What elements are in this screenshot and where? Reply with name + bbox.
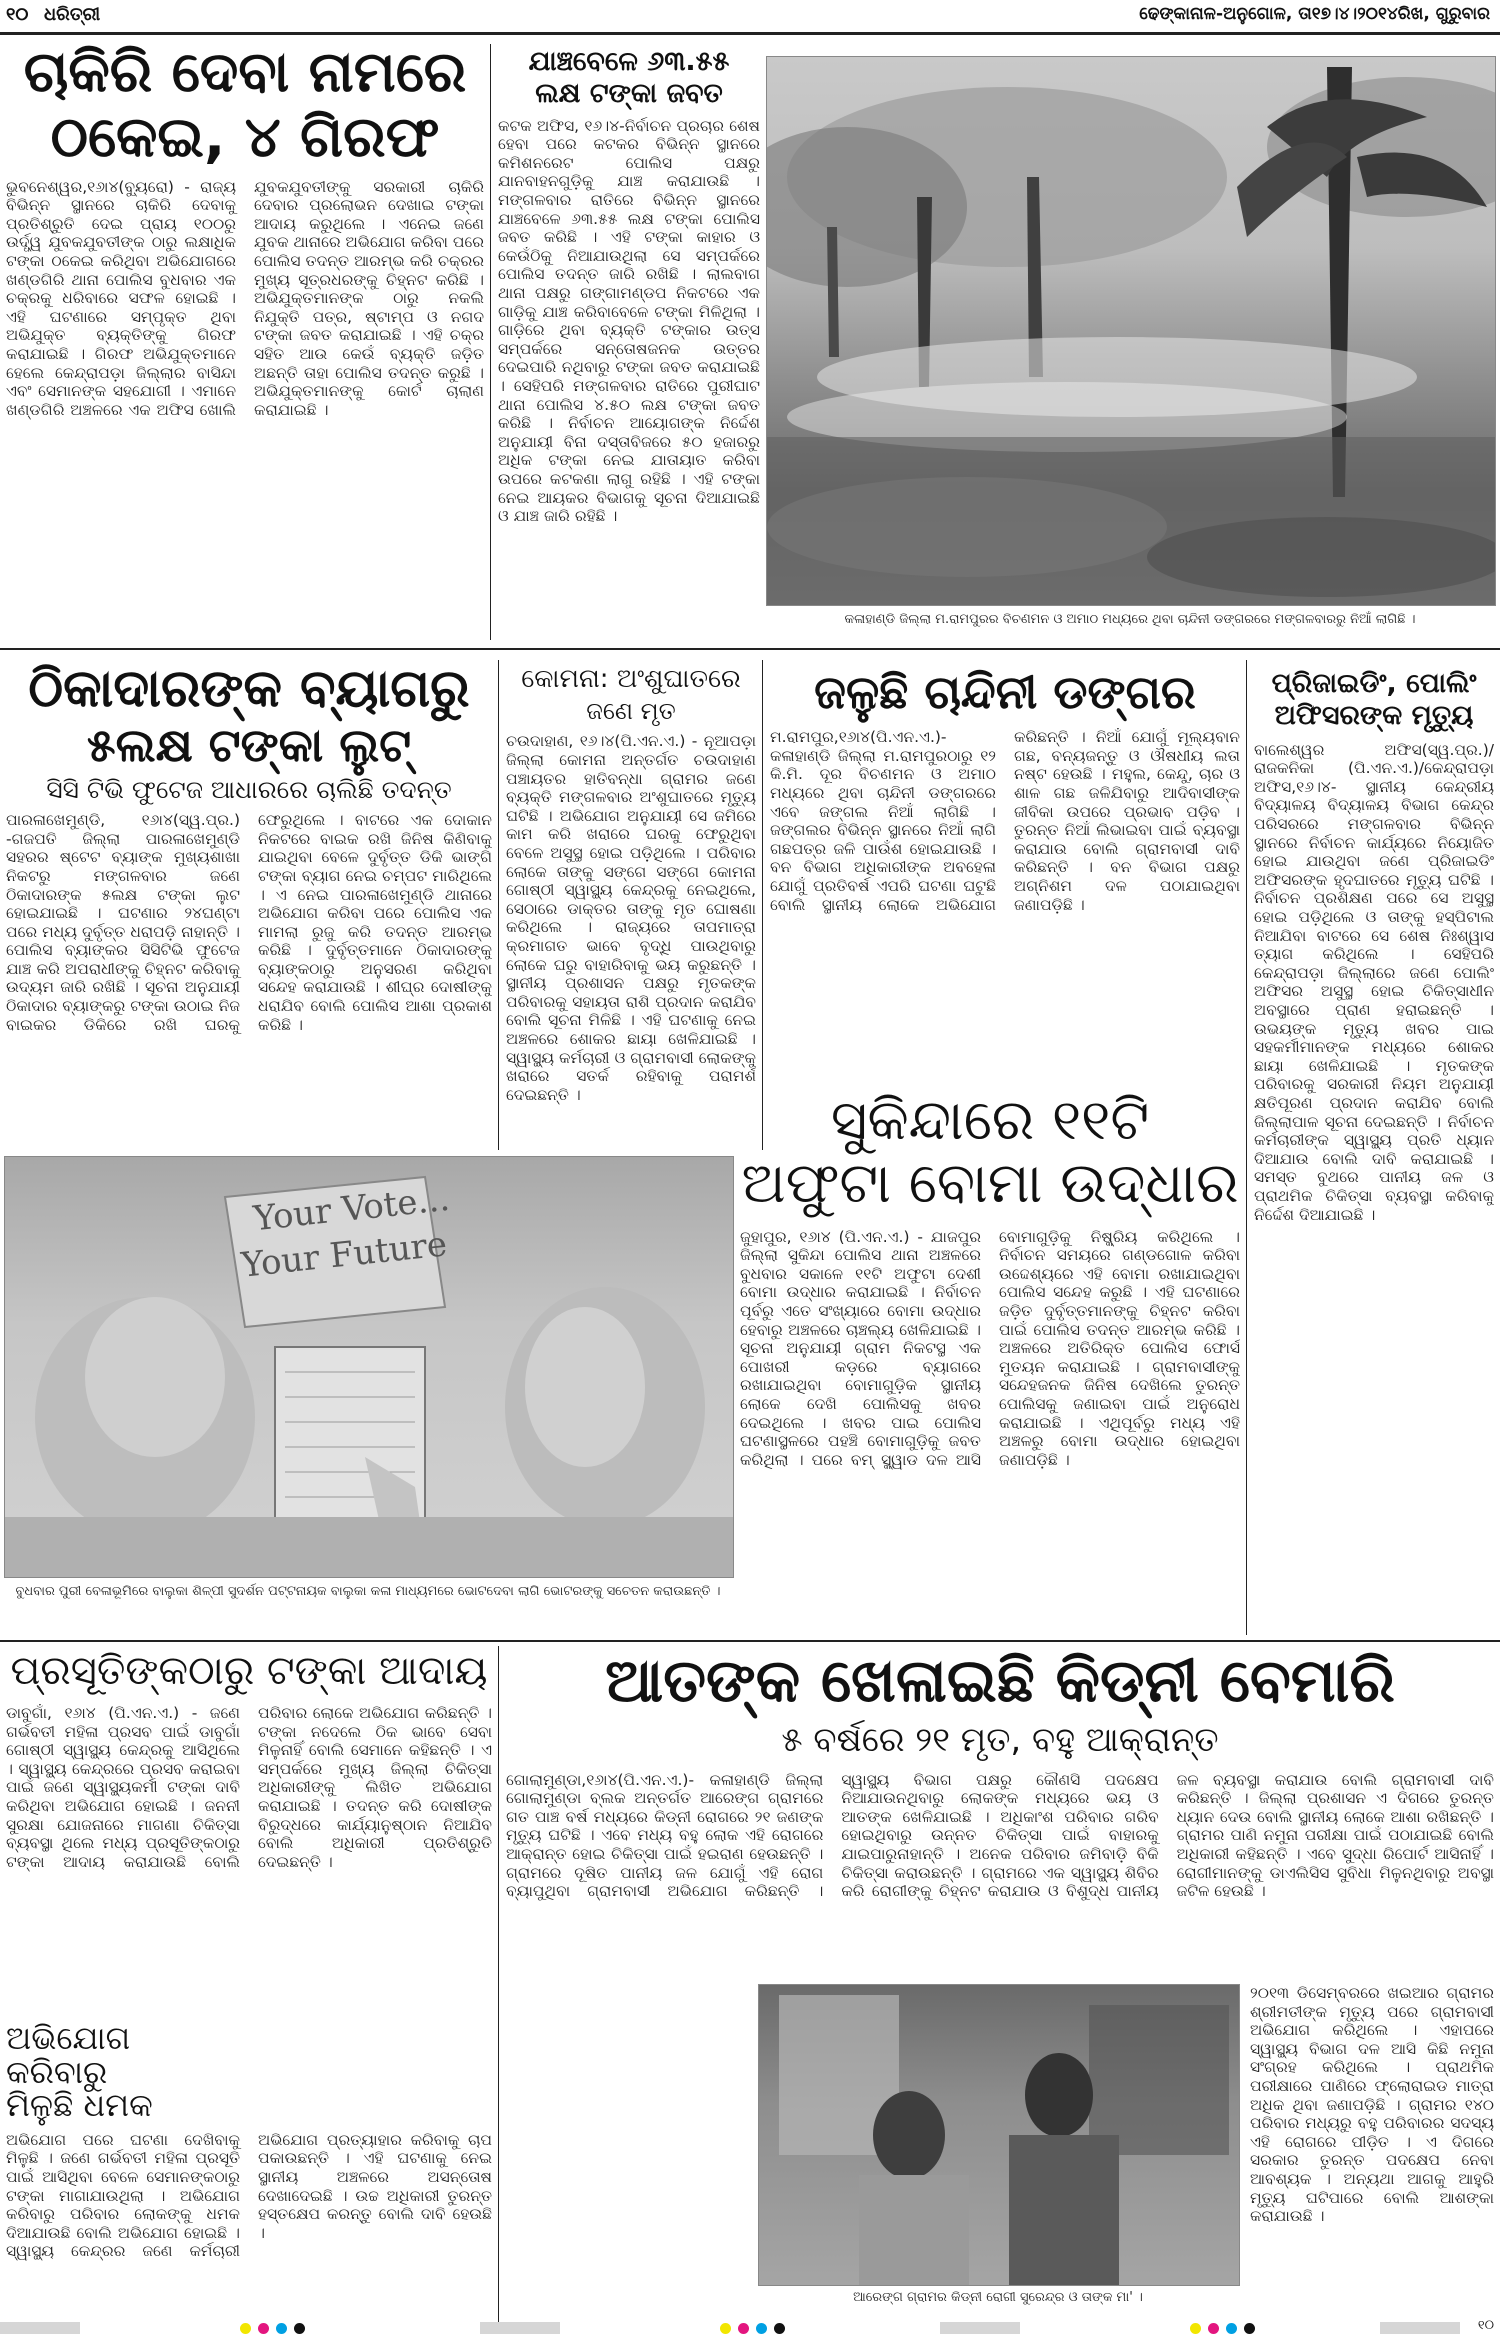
story-maternity-bribe [6, 1650, 492, 2310]
sand-art-caption: ବୁଧବାର ପୁରୀ ବେଳାଭୂମିରେ ବାଲୁକା ଶିଳ୍ପୀ ସୁଦର୍ଶନ ପଟ୍ଟନାୟକ ବାଲୁକା କଳା ମାଧ୍ୟମରେ ଭୋଟଦେବା ଲାଗି ଭୋଟରଙ୍କୁ ସଚେତନ କରାଉଛନ୍ତି । [15, 1584, 721, 1599]
officers-headline-2: ଅଫିସରଙ୍କ ମୃତ୍ୟୁ [1274, 700, 1474, 732]
reg-dot-black-3 [1244, 2323, 1255, 2334]
reg-dot-magenta-1 [258, 2323, 269, 2334]
reg-dot-cyan-3 [1226, 2323, 1237, 2334]
story-komna [506, 666, 756, 1146]
forest-fire-photo [766, 56, 1496, 606]
story-job-fraud [6, 40, 484, 644]
row-rule-2 [0, 1640, 1500, 1642]
maternity-subhead-1: ଅଭିଯୋଗ କରିବାରୁ [6, 2019, 131, 2091]
maternity-body-2: ଅଭିଯୋଗ ପରେ ଘଟଣା ଦେଖିବାକୁ ମିଳୁଛି । ଜଣେ ଗର୍ଭବତୀ ମହିଳା ପ୍ରସୂତି ପାଇଁ ଆସିଥିବା ବେଳେ ସେମାନଙ୍କଠାରୁ ଟଙ୍କା ମାଗାଯାଉଥିଲା । ଅଭିଯୋଗ କରିବାରୁ ପରିବାର ଲୋକଙ୍କୁ ଧମକ ଦିଆଯାଉଛି ବୋଲି ଅଭିଯୋଗ ହୋଇଛି । ସ୍ୱାସ୍ଥ୍ୟ କେନ୍ଦ୍ରର ଜଣେ କର୍ମଚାରୀ ଅଭିଯୋଗ ପ୍ରତ୍ୟାହାର କରିବାକୁ ଚାପ ପକାଉଛନ୍ତି । ଏହି ଘଟଣାକୁ ନେଇ ସ୍ଥାନୀୟ ଅଞ୍ଚଳରେ ଅସନ୍ତୋଷ ଦେଖାଦେଇଛି । ଉଚ୍ଚ ଅଧିକାରୀ ତୁରନ୍ତ ହସ୍ତକ୍ଷେପ କରନ୍ତୁ ବୋଲି ଦାବି ହେଉଛି । [6, 2130, 492, 2261]
footer-bar-1 [0, 2322, 80, 2334]
komna-body: ଚଉଦାହାଣ, ୧୬।୪(ପି.ଏନ.ଏ.) - ନୂଆପଡ଼ା ଜିଲ୍ଲା କୋମନା ଅନ୍ତର୍ଗତ ଚଉଦାହାଣ ପଞ୍ଚାୟତର ହାତିବନ୍ଧା ଗ୍ରାମର ଜଣେ ବ୍ୟକ୍ତି ମଙ୍ଗଳବାର ଅଂଶୁଘାତରେ ମୃତ୍ୟୁ ଘଟିଛି । ଅଭିଯୋଗ ଅନୁଯାୟୀ ସେ ଜମିରେ କାମ କରି ଖରାରେ ଘରକୁ ଫେରୁଥିବା ବେଳେ ଅସୁସ୍ଥ ହୋଇ ପଡ଼ିଥିଲେ । ପରିବାର ଲୋକେ ତାଙ୍କୁ ସଙ୍ଗେ ସଙ୍ଗେ କୋମନା ଗୋଷ୍ଠୀ ସ୍ୱାସ୍ଥ୍ୟ କେନ୍ଦ୍ରକୁ ନେଇଥିଲେ, ସେଠାରେ ଡାକ୍ତର ତାଙ୍କୁ ମୃତ ଘୋଷଣା କରିଥିଲେ । ରାଜ୍ୟରେ ତାପମାତ୍ରା କ୍ରମାଗତ ଭାବେ ବୃଦ୍ଧି ପାଉଥିବାରୁ ଲୋକେ ଘରୁ ବାହାରିବାକୁ ଭୟ କରୁଛନ୍ତି । ସ୍ଥାନୀୟ ପ୍ରଶାସନ ପକ୍ଷରୁ ମୃତକଙ୍କ ପରିବାରକୁ ସହାୟତା ରାଶି ପ୍ରଦାନ କରାଯିବ ବୋଲି ସୂଚନା ମିଳିଛି । ଏହି ଘଟଣାକୁ ନେଇ ଅଞ୍ଚଳରେ ଶୋକର ଛାୟା ଖେଳିଯାଇଛି । ସ୍ୱାସ୍ଥ୍ୟ କର୍ମଚାରୀ ଓ ଗ୍ରାମବାସୀ ଲୋକଙ୍କୁ ଖରାରେ ସତର୍କ ରହିବାକୁ ପରାମର୍ଶ ଦେଇଛନ୍ତି । [506, 732, 756, 1104]
maternity-subhead-2: ମିଳୁଛି ଧମକ [6, 2086, 153, 2125]
sukinda-headline-1: ସୁକିନ୍ଦାରେ ୧୧ଟି [830, 1088, 1150, 1153]
kidney-photo-illustration [759, 1985, 1239, 2285]
chandini-body: ମ.ରାମପୁର,୧୬ା୪(ପି.ଏନ.ଏ.)-କଳାହାଣ୍ଡି ଜିଲ୍ଲା ମ.ରାମପୁରଠାରୁ ୧୨ କି.ମି. ଦୂର ବିଚଣମନ ଓ ଅମାଠ ମଧ୍ୟରେ ଥିବା ଚାନ୍ଦିନୀ ଡଙ୍ଗରରେ ଏବେ ଜଙ୍ଗଲ ନିଆଁ ଲାଗିଛି । ଜଙ୍ଗଲର ବିଭିନ୍ନ ସ୍ଥାନରେ ନିଆଁ ଲାଗି ଗଛପତ୍ର ଜଳି ପାଉଁଶ ହୋଇଯାଉଛି । ବନ ବିଭାଗ ଅଧିକାରୀଙ୍କ ଅବହେଳା ଯୋଗୁଁ ପ୍ରତିବର୍ଷ ଏପରି ଘଟଣା ଘଟୁଛି ବୋଲି ସ୍ଥାନୀୟ ଲୋକେ ଅଭିଯୋଗ କରିଛନ୍ତି । ନିଆଁ ଯୋଗୁଁ ମୂଲ୍ୟବାନ ଗଛ, ବନ୍ୟଜନ୍ତୁ ଓ ଔଷଧୀୟ ଲତା ନଷ୍ଟ ହେଉଛି । ମହୁଲ, କେନ୍ଦୁ, ଚାର ଓ ଶାଳ ଗଛ ଜଳିଯିବାରୁ ଆଦିବାସୀଙ୍କ ଜୀବିକା ଉପରେ ପ୍ରଭାବ ପଡ଼ିବ । ତୁରନ୍ତ ନିଆଁ ଲିଭାଇବା ପାଇଁ ବ୍ୟବସ୍ଥା କରାଯାଉ ବୋଲି ଗ୍ରାମବାସୀ ଦାବି କରିଛନ୍ତି । ବନ ବିଭାଗ ପକ୍ଷରୁ ଅଗ୍ନିଶମ ଦଳ ପଠାଯାଇଥିବା ଜଣାପଡ଼ିଛି । [770, 728, 1240, 914]
komna-headline-2: ଜଣେ ମୃତ [586, 697, 676, 726]
sand-art-photo [4, 1156, 734, 1578]
seizure-headline-1: ଯାଞ୍ଚବେଳେ ୬୩.୫୫ [528, 46, 730, 77]
paper-name: ଧରିତ୍ରୀ [44, 4, 101, 25]
story-officers-death [1254, 670, 1494, 1630]
footer-bar-3 [940, 2322, 1020, 2334]
cctv-subhead: ସିସି ଟିଭି ଫୁଟେଜ ଆଧାରରେ ଚାଲିଛି ତଦନ୍ତ [46, 774, 452, 804]
forest-scene-illustration [767, 57, 1495, 605]
kidney-patients-photo [758, 1984, 1240, 2286]
story-sukinda-bombs [740, 1088, 1240, 1632]
job-fraud-headline-2: ଠକେଇ, ୪ ଗିରଫ [50, 104, 440, 170]
footer-bar-2 [480, 2322, 560, 2334]
kidney-photo-caption: ଆରେଙ୍ଗ ଗ୍ରାମର କିଡ୍ନୀ ରୋଗୀ ସୁରେନ୍ଦ୍ର ଓ ତାଙ୍କ ମା' । [853, 2290, 1143, 2305]
komna-headline-1: କୋମନା: ଅଂଶୁଘାତରେ [521, 664, 741, 694]
sand-art-slogan-1: Your Vote... [251, 1178, 452, 1240]
masthead-rule [0, 32, 1500, 35]
kidney-body: ଗୋଲାମୁଣ୍ଡା,୧୬ା୪(ପି.ଏନ.ଏ.)- କଳାହାଣ୍ଡି ଜିଲ୍ଲା ଗୋଲାମୁଣ୍ଡା ବ୍ଲକ ଅନ୍ତର୍ଗତ ଆରେଙ୍ଗ ଗ୍ରାମରେ ଗତ ପାଞ୍ଚ ବର୍ଷ ମଧ୍ୟରେ କିଡ୍ନୀ ରୋଗରେ ୨୧ ଜଣଙ୍କ ମୃତ୍ୟୁ ଘଟିଛି । ଏବେ ମଧ୍ୟ ବହୁ ଲୋକ ଏହି ରୋଗରେ ଆକ୍ରାନ୍ତ ହୋଇ ଚିକିତ୍ସା ପାଇଁ ହଇରାଣ ହେଉଛନ୍ତି । ଗ୍ରାମରେ ଦୂଷିତ ପାନୀୟ ଜଳ ଯୋଗୁଁ ଏହି ରୋଗ ବ୍ୟାପୁଥିବା ଗ୍ରାମବାସୀ ଅଭିଯୋଗ କରିଛନ୍ତି । ସ୍ୱାସ୍ଥ୍ୟ ବିଭାଗ ପକ୍ଷରୁ କୌଣସି ପଦକ୍ଷେପ ନିଆଯାଉନଥିବାରୁ ଲୋକଙ୍କ ମଧ୍ୟରେ ଭୟ ଓ ଆତଙ୍କ ଖେଳିଯାଇଛି । ଅଧିକାଂଶ ପରିବାର ଗରିବ ହୋଇଥିବାରୁ ଉନ୍ନତ ଚିକିତ୍ସା ପାଇଁ ବାହାରକୁ ଯାଇପାରୁନାହାନ୍ତି । ଅନେକ ପରିବାର ଜମିବାଡ଼ି ବିକି ଚିକିତ୍ସା କରାଉଛନ୍ତି । ଗ୍ରାମରେ ଏକ ସ୍ୱାସ୍ଥ୍ୟ ଶିବିର କରି ରୋଗୀଙ୍କୁ ଚିହ୍ନଟ କରାଯାଉ ଓ ବିଶୁଦ୍ଧ ପାନୀୟ ଜଳ ବ୍ୟବସ୍ଥା କରାଯାଉ ବୋଲି ଗ୍ରାମବାସୀ ଦାବି କରିଛନ୍ତି । ଜିଲ୍ଲା ପ୍ରଶାସନ ଏ ଦିଗରେ ତୁରନ୍ତ ଧ୍ୟାନ ଦେଉ ବୋଲି ସ୍ଥାନୀୟ ଲୋକେ ଆଶା ରଖିଛନ୍ତି । ଗ୍ରାମର ପାଣି ନମୁନା ପରୀକ୍ଷା ପାଇଁ ପଠାଯାଇଛି ବୋଲି ଅଧିକାରୀ କହିଛନ୍ତି । ଏବେ ସୁଦ୍ଧା ରିପୋର୍ଟ ଆସିନାହିଁ । ରୋଗୀମାନଙ୍କୁ ଡାଏଲିସିସ ସୁବିଧା ମିଳୁନଥିବାରୁ ଅବସ୍ଥା ଜଟିଳ ହେଉଛି । [506, 1770, 1494, 1901]
forest-fire-caption: କଳାହାଣ୍ଡି ଜିଲ୍ଲା ମ.ରାମପୁରର ବିଚଣମନ ଓ ଅମାଠ ମଧ୍ୟରେ ଥିବା ଚାନ୍ଦିନୀ ଡଙ୍ଗରରେ ମଙ୍ଗଳବାରରୁ ନିଆଁ ଲାଗିଛି । [844, 612, 1416, 627]
maternity-body: ଡାବୁଗାଁ, ୧୬ା୪ (ପି.ଏନ.ଏ.) - ଜଣେ ଗର୍ଭବତୀ ମହିଳା ପ୍ରସବ ପାଇଁ ଡାବୁଗାଁ ଗୋଷ୍ଠୀ ସ୍ୱାସ୍ଥ୍ୟ କେନ୍ଦ୍ରକୁ ଆସିଥିଲେ । ସ୍ୱାସ୍ଥ୍ୟ କେନ୍ଦ୍ରରେ ପ୍ରସବ କରାଇବା ପାଇଁ ଜଣେ ସ୍ୱାସ୍ଥ୍ୟକର୍ମୀ ଟଙ୍କା ଦାବି କରିଥିବା ଅଭିଯୋଗ ହୋଇଛି । ଜନନୀ ସୁରକ୍ଷା ଯୋଜନାରେ ମାଗଣା ଚିକିତ୍ସା ବ୍ୟବସ୍ଥା ଥିଲେ ମଧ୍ୟ ପ୍ରସୂତିଙ୍କଠାରୁ ଟଙ୍କା ଆଦାୟ କରାଯାଉଛି ବୋଲି ପରିବାର ଲୋକେ ଅଭିଯୋଗ କରିଛନ୍ତି । ଟଙ୍କା ନଦେଲେ ଠିକ ଭାବେ ସେବା ମିଳୁନାହିଁ ବୋଲି ସେମାନେ କହିଛନ୍ତି । ଏ ସମ୍ପର୍କରେ ମୁଖ୍ୟ ଜିଲ୍ଲା ଚିକିତ୍ସା ଅଧିକାରୀଙ୍କୁ ଲିଖିତ ଅଭିଯୋଗ କରାଯାଇଛି । ତଦନ୍ତ କରି ଦୋଷୀଙ୍କ ବିରୁଦ୍ଧରେ କାର୍ଯ୍ୟାନୁଷ୍ଠାନ ନିଆଯିବ ବୋଲି ଅଧିକାରୀ ପ୍ରତିଶ୍ରୁତି ଦେଇଛନ୍ତି । [6, 1704, 492, 1871]
seizure-headline-2: ଲକ୍ଷ ଟଙ୍କା ଜବତ [535, 78, 723, 110]
footer [0, 2318, 1500, 2338]
row-rule-1 [0, 648, 1500, 650]
officers-body: ବାଲେଶ୍ୱର ଅଫିସ(ସ୍ୱ.ପ୍ର.)/ରାଜକନିକା (ପି.ଏନ.ଏ.)/କେନ୍ଦ୍ରାପଡ଼ା ଅଫିସ,୧୬।୪- ସ୍ଥାନୀୟ କେନ୍ଦ୍ରୀୟ ବିଦ୍ୟାଳୟ ବିଦ୍ୟାଳୟ ବିଭାଗ କେନ୍ଦ୍ର ପରିସରରେ ମଙ୍ଗଳବାର ବିଭିନ୍ନ ସ୍ଥାନରେ ନିର୍ବାଚନ କାର୍ଯ୍ୟରେ ନିୟୋଜିତ ହୋଇ ଯାଉଥିବା ଜଣେ ପ୍ରିଜାଇଡିଂ ଅଫିସରଙ୍କ ହୃଦଘାତରେ ମୃତ୍ୟୁ ଘଟିଛି । ନିର୍ବାଚନ ପ୍ରଶିକ୍ଷଣ ପରେ ସେ ଅସୁସ୍ଥ ହୋଇ ପଡ଼ିଥିଲେ ଓ ତାଙ୍କୁ ହସ୍ପିଟାଲ ନିଆଯିବା ବାଟରେ ସେ ଶେଷ ନିଃଶ୍ୱାସ ତ୍ୟାଗ କରିଥିଲେ । ସେହିପରି କେନ୍ଦ୍ରାପଡ଼ା ଜିଲ୍ଲାରେ ଜଣେ ପୋଲିଂ ଅଫିସର ଅସୁସ୍ଥ ହୋଇ ଚିକିତ୍ସାଧୀନ ଅବସ୍ଥାରେ ପ୍ରାଣ ହରାଇଛନ୍ତି । ଉଭୟଙ୍କ ମୃତ୍ୟୁ ଖବର ପାଇ ସହକର୍ମୀମାନଙ୍କ ମଧ୍ୟରେ ଶୋକର ଛାୟା ଖେଳିଯାଇଛି । ମୃତକଙ୍କ ପରିବାରକୁ ସରକାରୀ ନିୟମ ଅନୁଯାୟୀ କ୍ଷତିପୂରଣ ପ୍ରଦାନ କରାଯିବ ବୋଲି ଜିଲ୍ଲାପାଳ ସୂଚନା ଦେଇଛନ୍ତି । ନିର୍ବାଚନ କର୍ମଚାରୀଙ୍କ ସ୍ୱାସ୍ଥ୍ୟ ପ୍ରତି ଧ୍ୟାନ ଦିଆଯାଉ ବୋଲି ଦାବି କରାଯାଇଛି । ସମସ୍ତ ବୁଥରେ ପାନୀୟ ଜଳ ଓ ପ୍ରାଥମିକ ଚିକିତ୍ସା ବ୍ୟବସ୍ଥା କରିବାକୁ ନିର୍ଦ୍ଦେଶ ଦିଆଯାଇଛି । [1254, 740, 1494, 1224]
col-rule-2 [498, 660, 499, 1150]
sukinda-headline-2: ଅଫୁଟା ବୋମା ଉଦ୍ଧାର [741, 1150, 1239, 1216]
sukinda-body: ଜୁହାପୁର, ୧୬ା୪ (ପି.ଏନ.ଏ.) - ଯାଜପୁର ଜିଲ୍ଲା ସୁକିନ୍ଦା ପୋଲିସ ଥାନା ଅଞ୍ଚଳରେ ବୁଧବାର ସକାଳେ ୧୧ଟି ଅଫୁଟା ଦେଶୀ ବୋମା ଉଦ୍ଧାର କରାଯାଇଛି । ନିର୍ବାଚନ ପୂର୍ବରୁ ଏତେ ସଂଖ୍ୟାରେ ବୋମା ଉଦ୍ଧାର ହେବାରୁ ଅଞ୍ଚଳରେ ଚାଞ୍ଚଲ୍ୟ ଖେଳିଯାଇଛି । ସୂଚନା ଅନୁଯାୟୀ ଗ୍ରାମ ନିକଟସ୍ଥ ଏକ ପୋଖରୀ କଡ଼ରେ ବ୍ୟାଗରେ ରଖାଯାଇଥିବା ବୋମାଗୁଡ଼ିକ ସ୍ଥାନୀୟ ଲୋକେ ଦେଖି ପୋଲିସକୁ ଖବର ଦେଇଥିଲେ । ଖବର ପାଇ ପୋଲିସ ଘଟଣାସ୍ଥଳରେ ପହଞ୍ଚି ବୋମାଗୁଡ଼ିକୁ ଜବତ କରିଥିଲା । ପରେ ବମ୍ ସ୍କ୍ୱାଡ ଦଳ ଆସି ବୋମାଗୁଡ଼ିକୁ ନିଷ୍କ୍ରିୟ କରିଥିଲେ । ନିର୍ବାଚନ ସମୟରେ ଗଣ୍ଡଗୋଳ କରିବା ଉଦ୍ଦେଶ୍ୟରେ ଏହି ବୋମା ରଖାଯାଇଥିବା ପୋଲିସ ସନ୍ଦେହ କରୁଛି । ଏହି ଘଟଣାରେ ଜଡ଼ିତ ଦୁର୍ବୃତ୍ତମାନଙ୍କୁ ଚିହ୍ନଟ କରିବା ପାଇଁ ପୋଲିସ ତଦନ୍ତ ଆରମ୍ଭ କରିଛି । ଅଞ୍ଚଳରେ ଅତିରିକ୍ତ ପୋଲିସ ଫୋର୍ସ ମୁତୟନ କରାଯାଇଛି । ଗ୍ରାମବାସୀଙ୍କୁ ସନ୍ଦେହଜନକ ଜିନିଷ ଦେଖିଲେ ତୁରନ୍ତ ପୋଲିସକୁ ଜଣାଇବା ପାଇଁ ଅନୁରୋଧ କରାଯାଇଛି । ଏଥିପୂର୍ବରୁ ମଧ୍ୟ ଏହି ଅଞ୍ଚଳରୁ ବୋମା ଉଦ୍ଧାର ହୋଇଥିବା ଜଣାପଡ଼ିଛି । [740, 1227, 1240, 1469]
cctv-headline-1: ଠିକାଦାରଙ୍କ ବ୍ୟାଗରୁ [28, 659, 470, 719]
kidney-subhead: ୫ ବର୍ଷରେ ୨୧ ମୃତ, ବହୁ ଆକ୍ରାନ୍ତ [781, 1720, 1219, 1760]
edition-date: ଢେଙ୍କାନାଳ-ଅନୁଗୋଳ, ତା୧୭।୪।୨୦୧୪ରିଖ, ଗୁରୁବାର [1139, 4, 1490, 24]
col-rule-4 [1246, 660, 1247, 1635]
kidney-headline: ଆତଙ୍କ ଖେଳାଇଛି କିଡ୍ନୀ ବେମାରି [605, 1646, 1395, 1716]
col-rule-5 [498, 1646, 499, 2322]
chandini-headline: ଜଳୁଛି ଚାନ୍ଦିନୀ ଡଙ୍ଗର [814, 665, 1196, 719]
reg-dot-yellow-1 [240, 2323, 251, 2334]
sand-art-slogan-2: Your Future [239, 1224, 449, 1286]
col-rule-1 [490, 44, 491, 640]
reg-dot-magenta-3 [1208, 2323, 1219, 2334]
story-cctv-loot [6, 659, 492, 1150]
job-fraud-headline-1: ଚାକିରି ଦେବା ନାମରେ [23, 40, 467, 105]
job-fraud-body: ଭୁବନେଶ୍ୱର,୧୬ା୪(ବ୍ୟୁରୋ) - ରାଜ୍ୟ ବିଭିନ୍ନ ସ୍ଥାନରେ ଚାକିରି ଦେବାକୁ ପ୍ରତିଶ୍ରୁତି ଦେଇ ପ୍ରାୟ ୧୦୦ରୁ ଉର୍ଦ୍ଧ୍ୱ ଯୁବକଯୁବତୀଙ୍କ ଠାରୁ ଲକ୍ଷାଧିକ ଟଙ୍କା ଠକେଇ କରିଥିବା ଅଭିଯୋଗରେ ଖଣ୍ଡଗିରି ଥାନା ପୋଲିସ ବୁଧବାର ଏକ ଚକ୍ରକୁ ଧରିବାରେ ସଫଳ ହୋଇଛି । ଏହି ଘଟଣାରେ ସମ୍ପୃକ୍ତ ଥିବା ଅଭିଯୁକ୍ତ ବ୍ୟକ୍ତିଙ୍କୁ ଗିରଫ କରାଯାଇଛି । ଗିରଫ ଅଭିଯୁକ୍ତମାନେ ହେଲେ କେନ୍ଦ୍ରାପଡ଼ା ଜିଲ୍ଲାର ବାସିନ୍ଦା ଏବଂ ସେମାନଙ୍କ ସହଯୋଗୀ । ଏମାନେ ଖଣ୍ଡଗିରି ଅଞ୍ଚଳରେ ଏକ ଅଫିସ ଖୋଲି ଯୁବକଯୁବତୀଙ୍କୁ ସରକାରୀ ଚାକିରି ଦେବାର ପ୍ରଲୋଭନ ଦେଖାଇ ଟଙ୍କା ଆଦାୟ କରୁଥିଲେ । ଏନେଇ ଜଣେ ଯୁବକ ଥାନାରେ ଅଭିଯୋଗ କରିବା ପରେ ପୋଲିସ ତଦନ୍ତ ଆରମ୍ଭ କରି ଚକ୍ରର ମୁଖ୍ୟ ସୂତ୍ରଧରଙ୍କୁ ଚିହ୍ନଟ କରିଛି । ଅଭିଯୁକ୍ତମାନଙ୍କ ଠାରୁ ନକଲି ନିଯୁକ୍ତି ପତ୍ର, ଷ୍ଟାମ୍ପ ଓ ନଗଦ ଟଙ୍କା ଜବତ କରାଯାଇଛି । ଏହି ଚକ୍ର ସହିତ ଆଉ କେଉଁ ବ୍ୟକ୍ତି ଜଡ଼ିତ ଅଛନ୍ତି ତାହା ପୋଲିସ ତଦନ୍ତ କରୁଛି । ଅଭିଯୁକ୍ତମାନଙ୍କୁ କୋର୍ଟ ଚାଲାଣ କରାଯାଇଛି । [6, 177, 484, 419]
reg-dot-yellow-3 [1190, 2323, 1201, 2334]
cctv-body: ପାରଳାଖେମୁଣ୍ଡି, ୧୬ା୪(ସ୍ୱ.ପ୍ର.) -ଗଜପତି ଜିଲ୍ଲା ପାରଳାଖେମୁଣ୍ଡି ସହରର ଷ୍ଟେଟ ବ୍ୟାଙ୍କ ମୁଖ୍ୟଶାଖା ନିକଟରୁ ମଙ୍ଗଳବାର ଜଣେ ଠିକାଦାରଙ୍କ ୫ଲକ୍ଷ ଟଙ୍କା ଲୁଟ ହୋଇଯାଇଛି । ଘଟଣାର ୨୪ଘଣ୍ଟା ପରେ ମଧ୍ୟ ଦୁର୍ବୃତ୍ତ ଧରାପଡ଼ି ନାହାନ୍ତି । ପୋଲିସ ବ୍ୟାଙ୍କର ସିସିଟିଭି ଫୁଟେଜ ଯାଞ୍ଚ କରି ଅପରାଧୀଙ୍କୁ ଚିହ୍ନଟ କରିବାକୁ ଉଦ୍ୟମ ଜାରି ରଖିଛି । ସୂଚନା ଅନୁଯାୟୀ ଠିକାଦାର ବ୍ୟାଙ୍କରୁ ଟଙ୍କା ଉଠାଇ ନିଜ ବାଇକର ଡିକିରେ ରଖି ଘରକୁ ଫେରୁଥିଲେ । ବାଟରେ ଏକ ଦୋକାନ ନିକଟରେ ବାଇକ ରଖି ଜିନିଷ କିଣିବାକୁ ଯାଇଥିବା ବେଳେ ଦୁର୍ବୃତ୍ତ ଡିକି ଭାଙ୍ଗି ଟଙ୍କା ବ୍ୟାଗ ନେଇ ଚମ୍ପଟ ମାରିଥିଲେ । ଏ ନେଇ ପାରଳାଖେମୁଣ୍ଡି ଥାନାରେ ଅଭିଯୋଗ କରିବା ପରେ ପୋଲିସ ଏକ ମାମଲା ରୁଜୁ କରି ତଦନ୍ତ ଆରମ୍ଭ କରିଛି । ଦୁର୍ବୃତ୍ତମାନେ ଠିକାଦାରଙ୍କୁ ବ୍ୟାଙ୍କଠାରୁ ଅନୁସରଣ କରିଥିବା ସନ୍ଦେହ କରାଯାଉଛି । ଶୀଘ୍ର ଦୋଷୀଙ୍କୁ ଧରାଯିବ ବୋଲି ପୋଲିସ ଆଶା ପ୍ରକାଶ କରିଛି । [6, 811, 492, 1034]
reg-dot-black-1 [294, 2323, 305, 2334]
footer-page-mark: ୧୦ [1477, 2318, 1494, 2333]
masthead [0, 0, 1500, 34]
kidney-body-right: ୨୦୧୩ ଡିସେମ୍ବରରେ ଖଇଆର ଗ୍ରାମର ଶ୍ରୀମତୀଙ୍କ ମୃତ୍ୟୁ ପରେ ଗ୍ରାମବାସୀ ଅଭିଯୋଗ କରିଥିଲେ । ଏହାପରେ ସ୍ୱାସ୍ଥ୍ୟ ବିଭାଗ ଦଳ ଆସି କିଛି ନମୁନା ସଂଗ୍ରହ କରିଥିଲେ । ପ୍ରାଥମିକ ପରୀକ୍ଷାରେ ପାଣିରେ ଫ୍ଲୋରାଇଡ ମାତ୍ରା ଅଧିକ ଥିବା ଜଣାପଡ଼ିଛି । ଗ୍ରାମର ୧୪୦ ପରିବାର ମଧ୍ୟରୁ ବହୁ ପରିବାରର ସଦସ୍ୟ ଏହି ରୋଗରେ ପୀଡ଼ିତ । ଏ ଦିଗରେ ସରକାର ତୁରନ୍ତ ପଦକ୍ଷେପ ନେବା ଆବଶ୍ୟକ । ଅନ୍ୟଥା ଆଗକୁ ଆହୁରି ମୃତ୍ୟୁ ଘଟିପାରେ ବୋଲି ଆଶଙ୍କା କରାଯାଉଛି । [1250, 1984, 1494, 2226]
cctv-headline-2: ୫ଲକ୍ଷ ଟଙ୍କା ଲୁଟ୍ [86, 717, 412, 772]
reg-dot-magenta-2 [738, 2323, 749, 2334]
reg-dot-yellow-2 [720, 2323, 731, 2334]
maternity-headline: ପ୍ରସୂତିଙ୍କଠାରୁ ଟଙ୍କା ଆଦାୟ [10, 1648, 488, 1694]
seizure-body: କଟକ ଅଫିସ, ୧୬।୪-ନିର୍ବାଚନ ପ୍ରଚାର ଶେଷ ହେବା ପରେ କଟକର ବିଭିନ୍ନ ସ୍ଥାନରେ କମିଶନରେଟ ପୋଲିସ ପକ୍ଷରୁ ଯାନବାହନଗୁଡ଼ିକୁ ଯାଞ୍ଚ କରାଯାଉଛି । ମଙ୍ଗଳବାର ରାତିରେ ବିଭିନ୍ନ ସ୍ଥାନରେ ଯାଞ୍ଚବେଳେ ୬୩.୫୫ ଲକ୍ଷ ଟଙ୍କା ପୋଲିସ ଜବତ କରିଛି । ଏହି ଟଙ୍କା କାହାର ଓ କେଉଁଠିକୁ ନିଆଯାଉଥିଲା ସେ ସମ୍ପର୍କରେ ପୋଲିସ ତଦନ୍ତ ଜାରି ରଖିଛି । ଲାଲବାଗ ଥାନା ପକ୍ଷରୁ ଗଙ୍ଗାମଣ୍ଡପ ନିକଟରେ ଏକ ଗାଡ଼ିକୁ ଯାଞ୍ଚ କରିବାବେଳେ ଟଙ୍କା ମିଳିଥିଲା । ଗାଡ଼ିରେ ଥିବା ବ୍ୟକ୍ତି ଟଙ୍କାର ଉତ୍ସ ସମ୍ପର୍କରେ ସନ୍ତୋଷଜନକ ଉତ୍ତର ଦେଇପାରି ନଥିବାରୁ ଟଙ୍କା ଜବତ କରାଯାଇଛି । ସେହିପରି ମଙ୍ଗଳବାର ରାତିରେ ପୁରୀଘାଟ ଥାନା ପୋଲିସ ୪.୫୦ ଲକ୍ଷ ଟଙ୍କା ଜବତ କରିଛି । ନିର୍ବାଚନ ଆୟୋଗଙ୍କ ନିର୍ଦ୍ଦେଶ ଅନୁଯାୟୀ ବିନା ଦସ୍ତାବିଜରେ ୫୦ ହଜାରରୁ ଅଧିକ ଟଙ୍କା ନେଇ ଯାତାୟାତ କରିବା ଉପରେ କଟକଣା ଲାଗୁ ରହିଛି । ଏହି ଟଙ୍କା ନେଇ ଆୟକର ବିଭାଗକୁ ସୂଚନା ଦିଆଯାଇଛି ଓ ଯାଞ୍ଚ ଜାରି ରହିଛି । [498, 116, 760, 526]
footer-bar-4 [1380, 2322, 1460, 2334]
reg-dot-black-2 [774, 2323, 785, 2334]
officers-headline-1: ପ୍ରିଜାଇଡିଂ, ପୋଲିଂ [1271, 668, 1477, 699]
story-seizure [498, 48, 760, 644]
reg-dot-cyan-1 [276, 2323, 287, 2334]
page-number: ୧୦ [6, 4, 29, 25]
col-rule-3 [762, 660, 763, 1150]
reg-dot-cyan-2 [756, 2323, 767, 2334]
story-chandini-fire [770, 665, 1240, 1148]
